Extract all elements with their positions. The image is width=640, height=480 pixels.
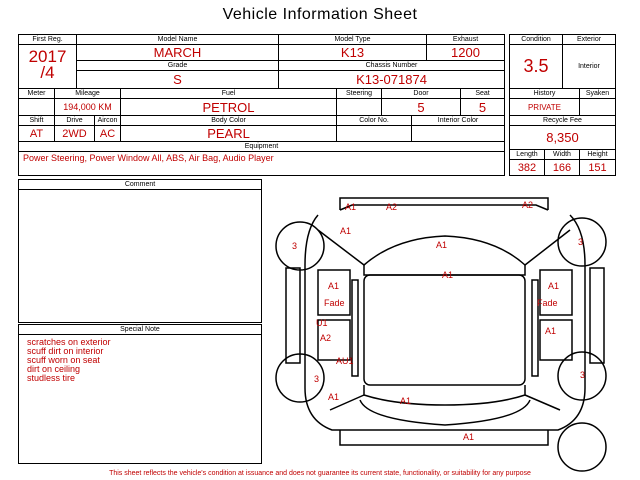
hood-outline	[340, 205, 548, 210]
width-label: Width	[545, 150, 580, 160]
damage-mark: A1	[548, 281, 560, 291]
fuel-label: Fuel	[121, 89, 337, 99]
c-pillar-right	[525, 395, 560, 410]
equipment-label: Equipment	[19, 142, 505, 152]
aircon-label: Aircon	[95, 116, 121, 126]
model-type-label: Model Type	[279, 35, 427, 45]
damage-mark: A1	[340, 226, 352, 236]
damage-mark: U1	[316, 318, 328, 328]
exterior-label: Exterior	[563, 35, 616, 45]
aircon-value: AC	[95, 126, 121, 142]
fuel-value: PETROL	[121, 99, 337, 116]
special-note-item: scuff worn on seat	[27, 355, 100, 365]
damage-mark: A1	[436, 240, 448, 250]
grade-label: Grade	[77, 61, 279, 71]
damage-mark: 3	[314, 374, 320, 384]
condition-score: 3.5	[510, 45, 563, 89]
body-color-label: Body Color	[121, 116, 337, 126]
seat-value: 5	[461, 99, 505, 116]
first-reg-label: First Reg.	[19, 35, 76, 45]
length-value: 382	[510, 160, 545, 176]
meter-label: Meter	[19, 89, 55, 99]
drive-label: Drive	[55, 116, 95, 126]
equipment-value: Power Steering, Power Window All, ABS, Air Bag, Audio Player	[19, 152, 505, 176]
special-note-item: studless tire	[27, 373, 76, 383]
mileage-label: Mileage	[55, 89, 121, 99]
rear-window-outline	[364, 385, 525, 405]
rear-bumper-outline	[340, 430, 548, 445]
grade-value: S	[77, 71, 279, 89]
special-note-item: dirt on ceiling	[27, 364, 81, 374]
damage-mark: A2	[320, 333, 332, 343]
steering-label: Steering	[337, 89, 382, 99]
first-reg-month: /4	[40, 63, 55, 82]
model-name-value: MARCH	[77, 45, 279, 61]
model-type-value: K13	[279, 45, 427, 61]
damage-mark: A1	[328, 281, 340, 291]
front-bumper-outline	[340, 198, 548, 210]
damage-mark: AU1	[336, 356, 354, 366]
sheet-title: Vehicle Information Sheet	[222, 6, 418, 23]
chassis-label: Chassis Number	[279, 61, 505, 71]
damage-mark: 3	[292, 241, 298, 251]
damage-mark: 3	[578, 237, 584, 247]
first-reg-year: 2017	[28, 47, 67, 66]
length-label: Length	[510, 150, 545, 160]
spare-wheel	[558, 423, 606, 471]
footer-disclaimer: This sheet reflects the vehicle's condition at issuance and does not guarantee its current state, functionality, or suitability for any purpose	[109, 470, 531, 477]
syaken-label: Syaken	[580, 89, 616, 99]
interior-color-label: Interior Color	[412, 116, 505, 126]
left-front-door	[318, 270, 350, 315]
drive-value: 2WD	[55, 126, 95, 142]
right-side-panel	[590, 268, 604, 363]
history-value: PRIVATE	[510, 99, 580, 116]
damage-mark: Fade	[324, 298, 345, 308]
height-label: Height	[580, 150, 616, 160]
comment-label: Comment	[19, 180, 261, 190]
damage-mark: A2	[386, 202, 398, 212]
wheel-front-left	[276, 222, 324, 270]
mileage-value: 194,000 KM	[55, 99, 121, 116]
damage-mark: A1	[328, 392, 340, 402]
color-no-label: Color No.	[337, 116, 412, 126]
body-color-value: PEARL	[121, 126, 337, 142]
door-value: 5	[382, 99, 461, 116]
damage-mark: A1	[345, 202, 357, 212]
special-note-label: Special Note	[19, 325, 261, 335]
history-label: History	[510, 89, 580, 99]
chassis-value: K13-071874	[279, 71, 505, 89]
exhaust-value: 1200	[427, 45, 505, 61]
damage-mark: A1	[545, 326, 557, 336]
recycle-label: Recycle Fee	[510, 116, 616, 126]
damage-mark: A1	[442, 270, 454, 280]
damage-mark: A1	[463, 432, 475, 442]
interior-label: Interior	[563, 45, 616, 89]
left-side-panel	[286, 268, 300, 363]
damage-mark: A2	[522, 200, 534, 210]
width-value: 166	[545, 160, 580, 176]
shift-label: Shift	[19, 116, 55, 126]
height-value: 151	[580, 160, 616, 176]
exhaust-label: Exhaust	[427, 35, 505, 45]
right-front-door	[540, 270, 572, 315]
condition-label: Condition	[510, 35, 563, 45]
door-label: Door	[382, 89, 461, 99]
right-window-strip	[532, 280, 538, 376]
seat-label: Seat	[461, 89, 505, 99]
damage-mark: A1	[400, 396, 412, 406]
damage-mark: 3	[580, 370, 586, 380]
a-pillar-right	[525, 230, 570, 265]
roof-outline	[364, 275, 525, 385]
special-note-item: scuff dirt on interior	[27, 346, 104, 356]
damage-mark: Fade	[537, 298, 558, 308]
trunk-outline	[360, 400, 530, 425]
special-note-item: scratches on exterior	[27, 337, 111, 347]
recycle-value: 8,350	[510, 126, 616, 150]
model-name-label: Model Name	[77, 35, 279, 45]
shift-value: AT	[19, 126, 55, 142]
